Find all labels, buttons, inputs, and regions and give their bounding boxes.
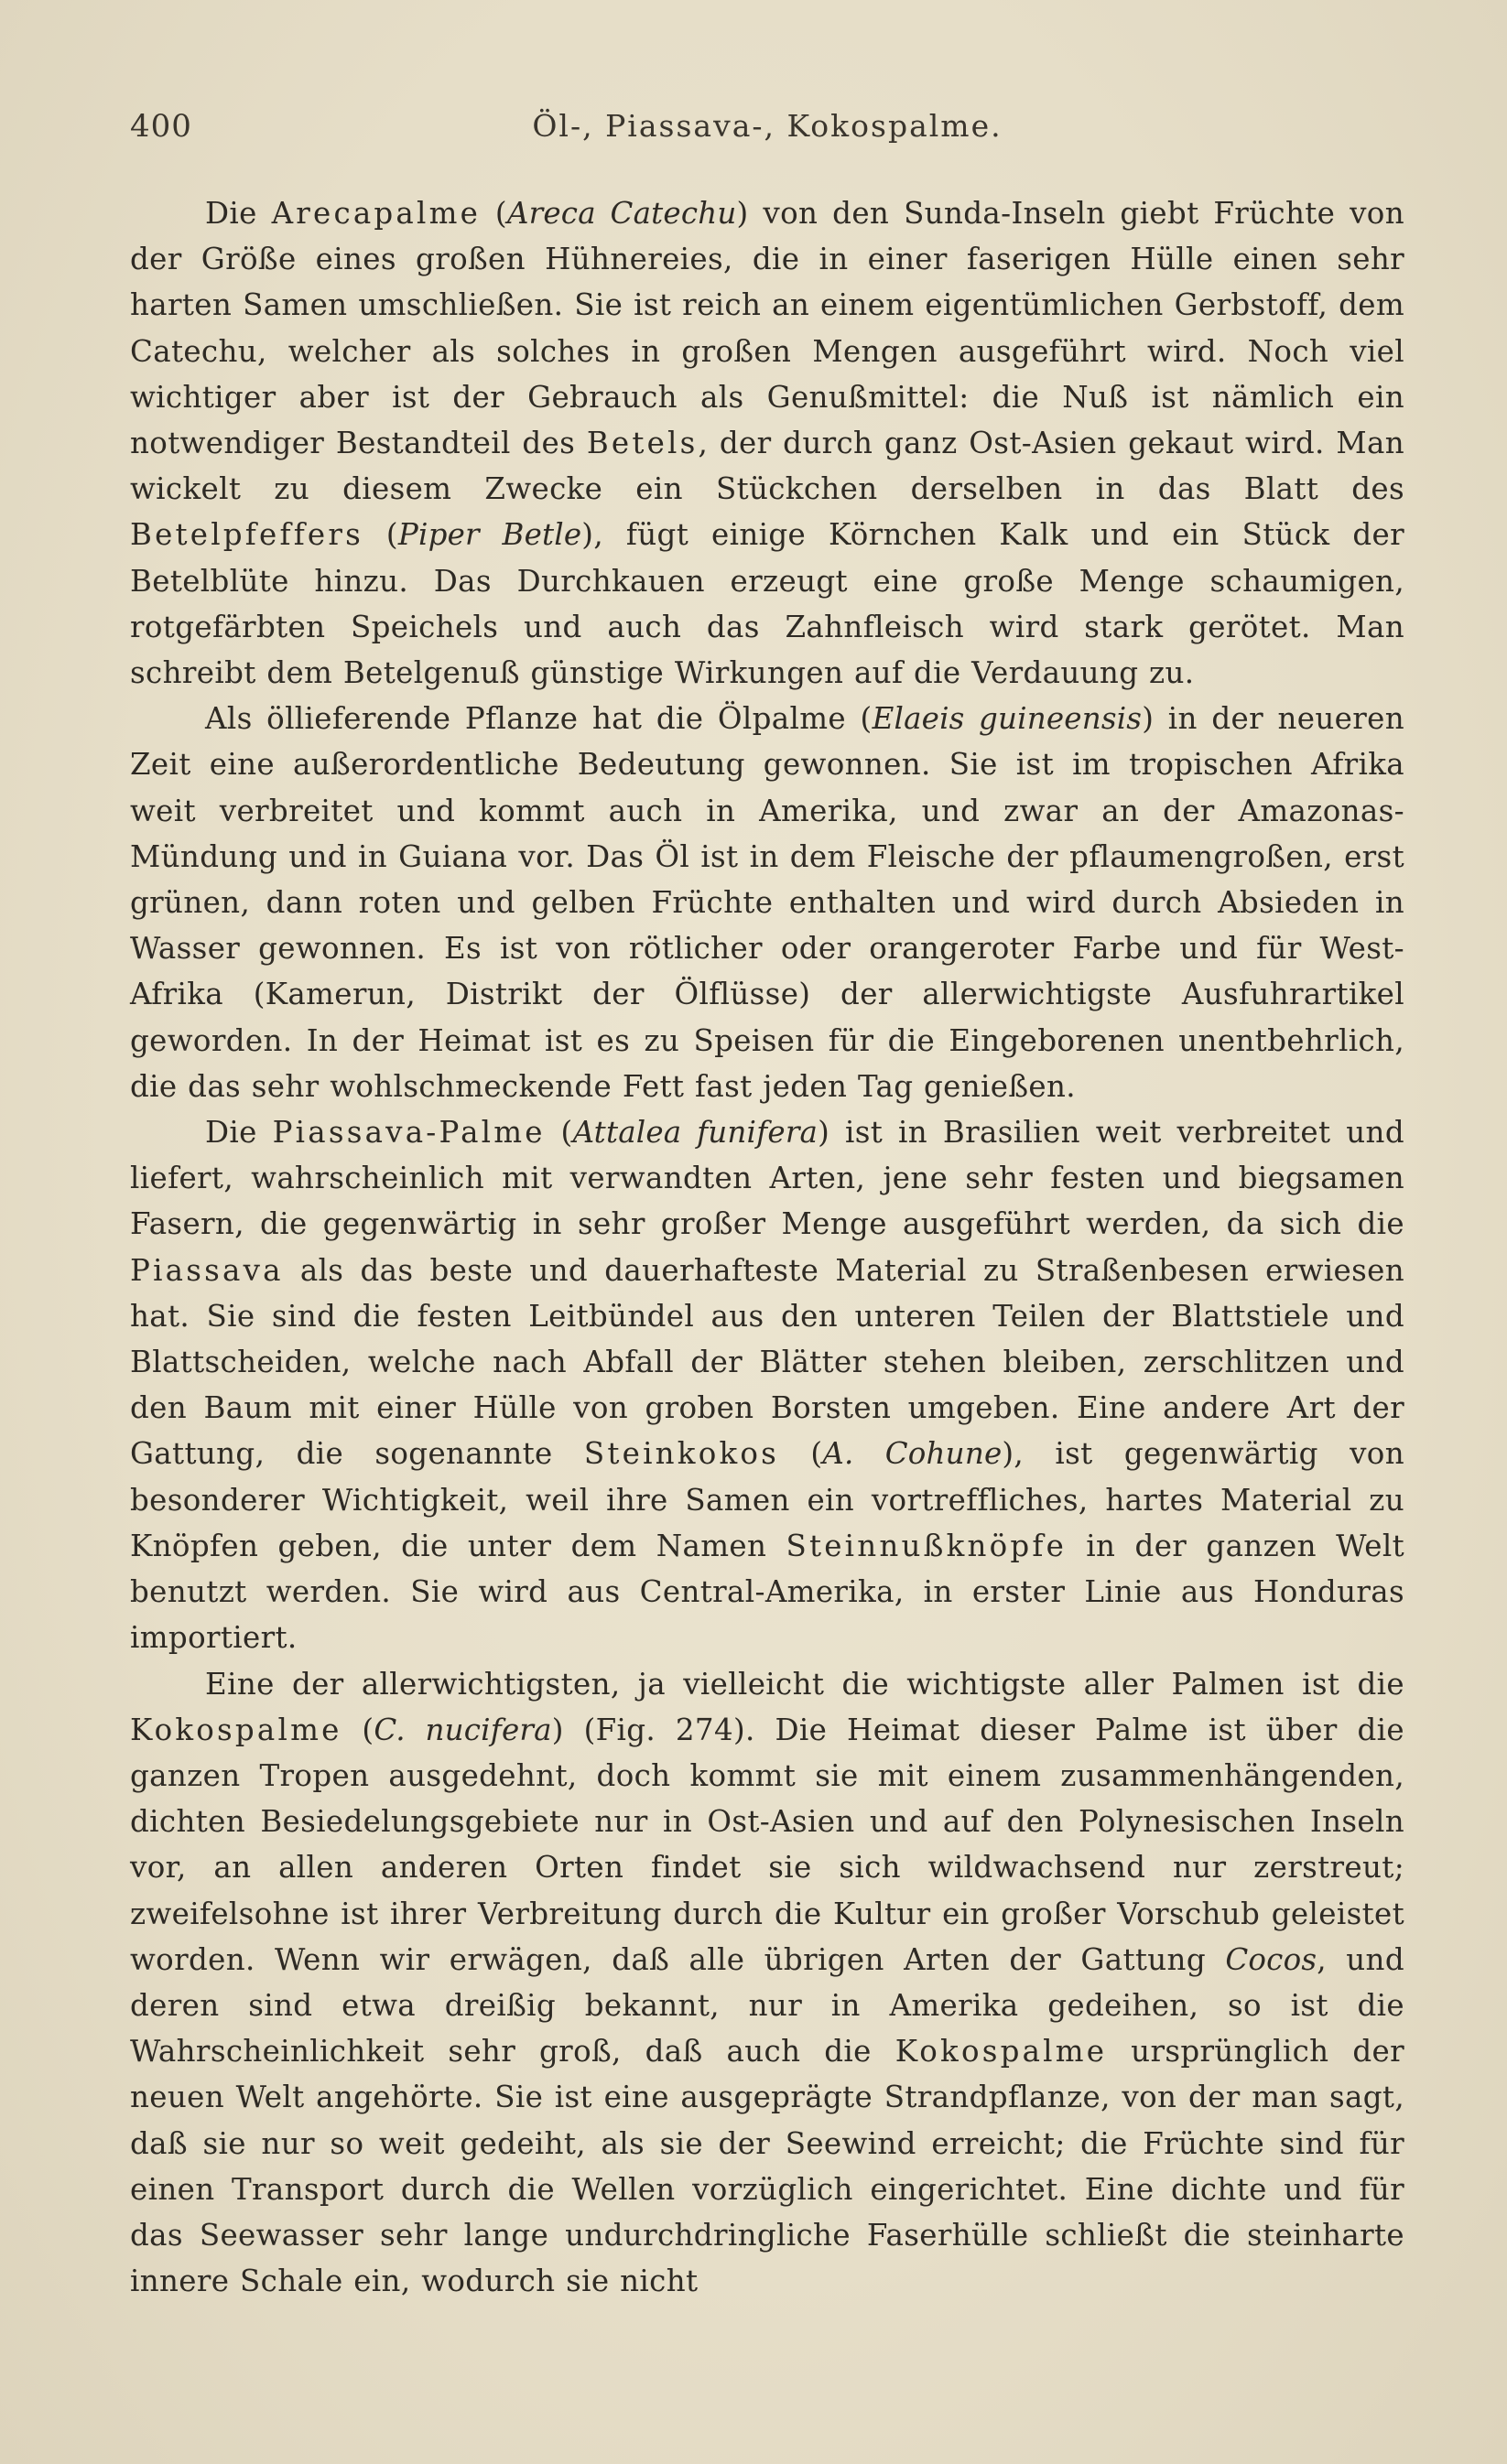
latin-name: Cocos: [1225, 1941, 1317, 1977]
paragraph-kokospalme: [130, 1661, 1404, 2305]
sp: Steinkokos: [583, 1436, 780, 1472]
sp: Betelpfeffers: [130, 517, 363, 553]
running-head: [130, 108, 1404, 145]
text-run: als das beste und dauerhafteste Material zu Straßenbesen erwiesen hat. Sie sind die festen Leitbündel aus den unteren Teilen der Blattstiele und Blattscheiden, welche nach Abfall der Blätter stehen bleiben, zerschlitzen und den Baum mit einer Hülle von groben Borsten umgeben. Eine andere Art der Gattung, die sogenannte: [130, 1252, 1404, 1472]
text-run: ) (Fig. 274). Die Heimat dieser Palme ist über die ganzen Tropen ausgedehnt, doch kommt sie mit einem zusammenhängenden, dichten Besiedelungsgebiete nur in Ost-Asien und auf den Polynesischen Inseln vor, an allen anderen Orten findet sie sich wildwachsend nur zerstreut; zweifelsohne ist ihrer Verbreitung durch die Kultur ein großer Vorschub geleistet worden. Wenn wir erwägen, daß alle übrigen Arten der Gattung: [130, 1712, 1404, 1977]
sp: Arecapalme: [271, 196, 482, 231]
sp: Piassava-Palme: [272, 1115, 546, 1151]
text-run: Die: [205, 1115, 273, 1151]
latin-name: Elaeis guineensis: [872, 701, 1143, 737]
text-run: ), ist gegenwärtig von besonderer Wichtigkeit, weil ihre Samen ein vortreffliches, hartes Material zu Knöpfen geben, die unter dem Namen: [130, 1436, 1404, 1563]
text-run: (: [779, 1436, 823, 1472]
text-run: (: [545, 1115, 573, 1151]
text-run: (: [342, 1712, 374, 1747]
text-run: ) von den Sunda-Inseln giebt Früchte von der Größe eines großen Hühnereies, die in einer faserigen Hülle einen sehr harten Samen umschließen. Sie ist reich an einem eigentümlichen Gerbstoff, dem Catechu, welcher als solches in großen Mengen ausgeführt wird. Noch viel wichtiger aber ist der Gebrauch als Genußmittel: die Nuß ist nämlich ein notwendiger Bestandteil des: [130, 196, 1405, 461]
text-run: Eine der allerwichtigsten, ja vielleicht die wichtigste aller Palmen ist die: [205, 1666, 1404, 1702]
latin-name: Piper Betle: [397, 517, 582, 553]
latin-name: C. nucifera: [374, 1712, 552, 1747]
paragraph-arecapalme: [130, 190, 1404, 696]
sp: Kokospalme: [894, 2034, 1108, 2070]
text-run: (: [363, 517, 398, 553]
text-run: , der durch ganz Ost-Asien gekaut wird. Man wickelt zu diesem Zwecke ein Stückchen derselben in das Blatt des: [130, 426, 1404, 507]
body-text: [130, 190, 1404, 2304]
sp: Piassava: [130, 1252, 284, 1288]
paragraph-oelpalme: [130, 696, 1404, 1109]
text-run: , und deren sind etwa dreißig bekannt, nur in Amerika gedeihen, so ist die Wahrscheinlichkeit sehr groß, daß auch die: [130, 1941, 1404, 2070]
text-run: ), fügt einige Körnchen Kalk und ein Stück der Betelblüte hinzu. Das Durchkauen erzeugt eine große Menge schaumigen, rotgefärbten Speichels und auch das Zahnfleisch wird stark gerötet. Man schreibt dem Betelgenuß günstige Wirkungen auf die Verdauung zu.: [130, 517, 1404, 691]
text-run: ) ist in Brasilien weit verbreitet und liefert, wahrscheinlich mit verwandten Arten, jene sehr festen und biegsamen Fasern, die gegenwärtig in sehr großer Menge ausgeführt werden, da sich die: [130, 1115, 1404, 1242]
text-run: ) in der neueren Zeit eine außerordentliche Bedeutung gewonnen. Sie ist im tropischen Afrika weit verbreitet und kommt auch in Amerika, und zwar an der Amazonas-Mündung und in Guiana vor. Das Öl ist in dem Fleische der pflaumengroßen, erst grünen, dann roten und gelben Früchte enthalten und wird durch Absieden in Wasser gewonnen. Es ist von rötlicher oder orangeroter Farbe und für West-Afrika (Kamerun, Distrikt der Ölflüsse) der allerwichtigste Ausfuhrartikel geworden. In der Heimat ist es zu Speisen für die Eingeborenen unentbehrlich, die das sehr wohlschmeckende Fett fast jeden Tag genießen.: [130, 701, 1405, 1104]
latin-name: A. Cohune: [822, 1436, 1003, 1472]
text-run: Als öllieferende Pflanze hat die Ölpalme (: [205, 701, 873, 737]
text-run: Die: [205, 196, 272, 231]
text-run: ursprünglich der neuen Welt angehörte. Sie ist eine ausgeprägte Strandpflanze, von der man sagt, daß sie nur so weit gedeiht, als sie der Seewind erreicht; die Früchte sind für einen Transport durch die Wellen vorzüglich eingerichtet. Eine dichte und für das Seewasser sehr lange undurchdringliche Faserhülle schließt die steinharte innere Schale ein, wodurch sie nicht: [130, 2034, 1404, 2299]
sp: Steinnußknöpfe: [786, 1528, 1068, 1563]
latin-name: Attalea funifera: [572, 1115, 819, 1151]
text-run: (: [481, 196, 507, 231]
text-run: in der ganzen Welt benutzt werden. Sie wird aus Central-Amerika, in erster Linie aus Honduras importiert.: [130, 1528, 1405, 1656]
latin-name: Areca Catechu: [506, 196, 737, 231]
page-number: 400: [130, 108, 192, 145]
sp: Kokospalme: [130, 1712, 342, 1747]
paragraph-piassava-palme: [130, 1109, 1404, 1660]
sp: Betels: [586, 426, 699, 461]
running-title: Öl-, Piassava-, Kokospalme.: [532, 108, 1003, 144]
